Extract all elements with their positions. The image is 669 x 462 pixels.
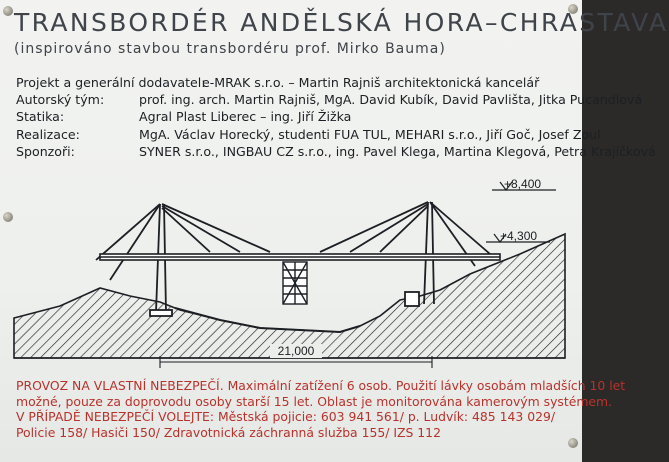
credit-label: Autorský tým:: [16, 92, 105, 108]
credit-label: Projekt a generální dodavatel:: [16, 75, 206, 90]
warning-line: V PŘÍPADĚ NEBEZPEČÍ VOLEJTE: Městská pojicie: 603 941 561/ p. Ludvík: 485 143 029/: [16, 409, 556, 425]
credit-row-projekt: [16, 74, 656, 91]
credit-label: Sponzoři:: [16, 143, 75, 159]
elevation-label-deck: +4,300: [500, 229, 538, 243]
sign-title: TRANSBORDÉR ANDĚLSKÁ HORA–CHRASTAVA: [14, 8, 669, 37]
credit-row-statika: [16, 108, 656, 125]
credit-value: e-MRAK s.r.o. – Martin Rajniš architektonická kancelář: [202, 75, 540, 90]
credit-row-autorsky-tym: [16, 91, 656, 108]
bridge-deck: [100, 254, 500, 260]
elevation-label-top: +8,400: [504, 177, 542, 191]
warning-line: možné, pouze za doprovodu osoby starší 15 let. Oblast je monitorována kamerovým systémem.: [16, 393, 613, 409]
transporter-gondola: [283, 262, 307, 304]
credit-value: Agral Plast Liberec – ing. Jiří Žižka: [139, 109, 352, 125]
screw-top-left: [3, 6, 13, 16]
sign-subtitle: (inspirováno stavbou transbordéru prof. Mirko Bauma): [14, 41, 446, 57]
credit-row-sponzori: [16, 143, 656, 160]
warning-notice: [16, 378, 626, 440]
bridge-elevation-diagram: [0, 170, 582, 380]
warning-line: PROVOZ NA VLASTNÍ NEBEZPEČÍ. Maximální zatížení 6 osob. Použití lávky osobám mladších 10 let: [16, 378, 626, 393]
credit-value: SYNER s.r.o., INGBAU CZ s.r.o., ing. Pavel Klega, Martina Klegová, Petra Krajíčková: [139, 143, 656, 159]
span-dimension-label: 21,000: [277, 344, 315, 358]
warning-line: Policie 158/ Hasiči 150/ Zdravotnická záchranná služba 155/ IZS 112: [16, 424, 441, 440]
credits-block: [16, 74, 656, 160]
credit-row-realizace: [16, 126, 656, 143]
credit-label: Realizace:: [16, 126, 80, 142]
credit-value: MgA. Václav Horecký, studenti FUA TUL, MEHARI s.r.o., Jiří Goč, Josef Zoul: [139, 126, 601, 142]
credit-label: Statika:: [16, 109, 65, 125]
credit-value: prof. ing. arch. Martin Rajniš, MgA. David Kubík, David Pavlišta, Jitka Pucandlová: [139, 92, 643, 108]
